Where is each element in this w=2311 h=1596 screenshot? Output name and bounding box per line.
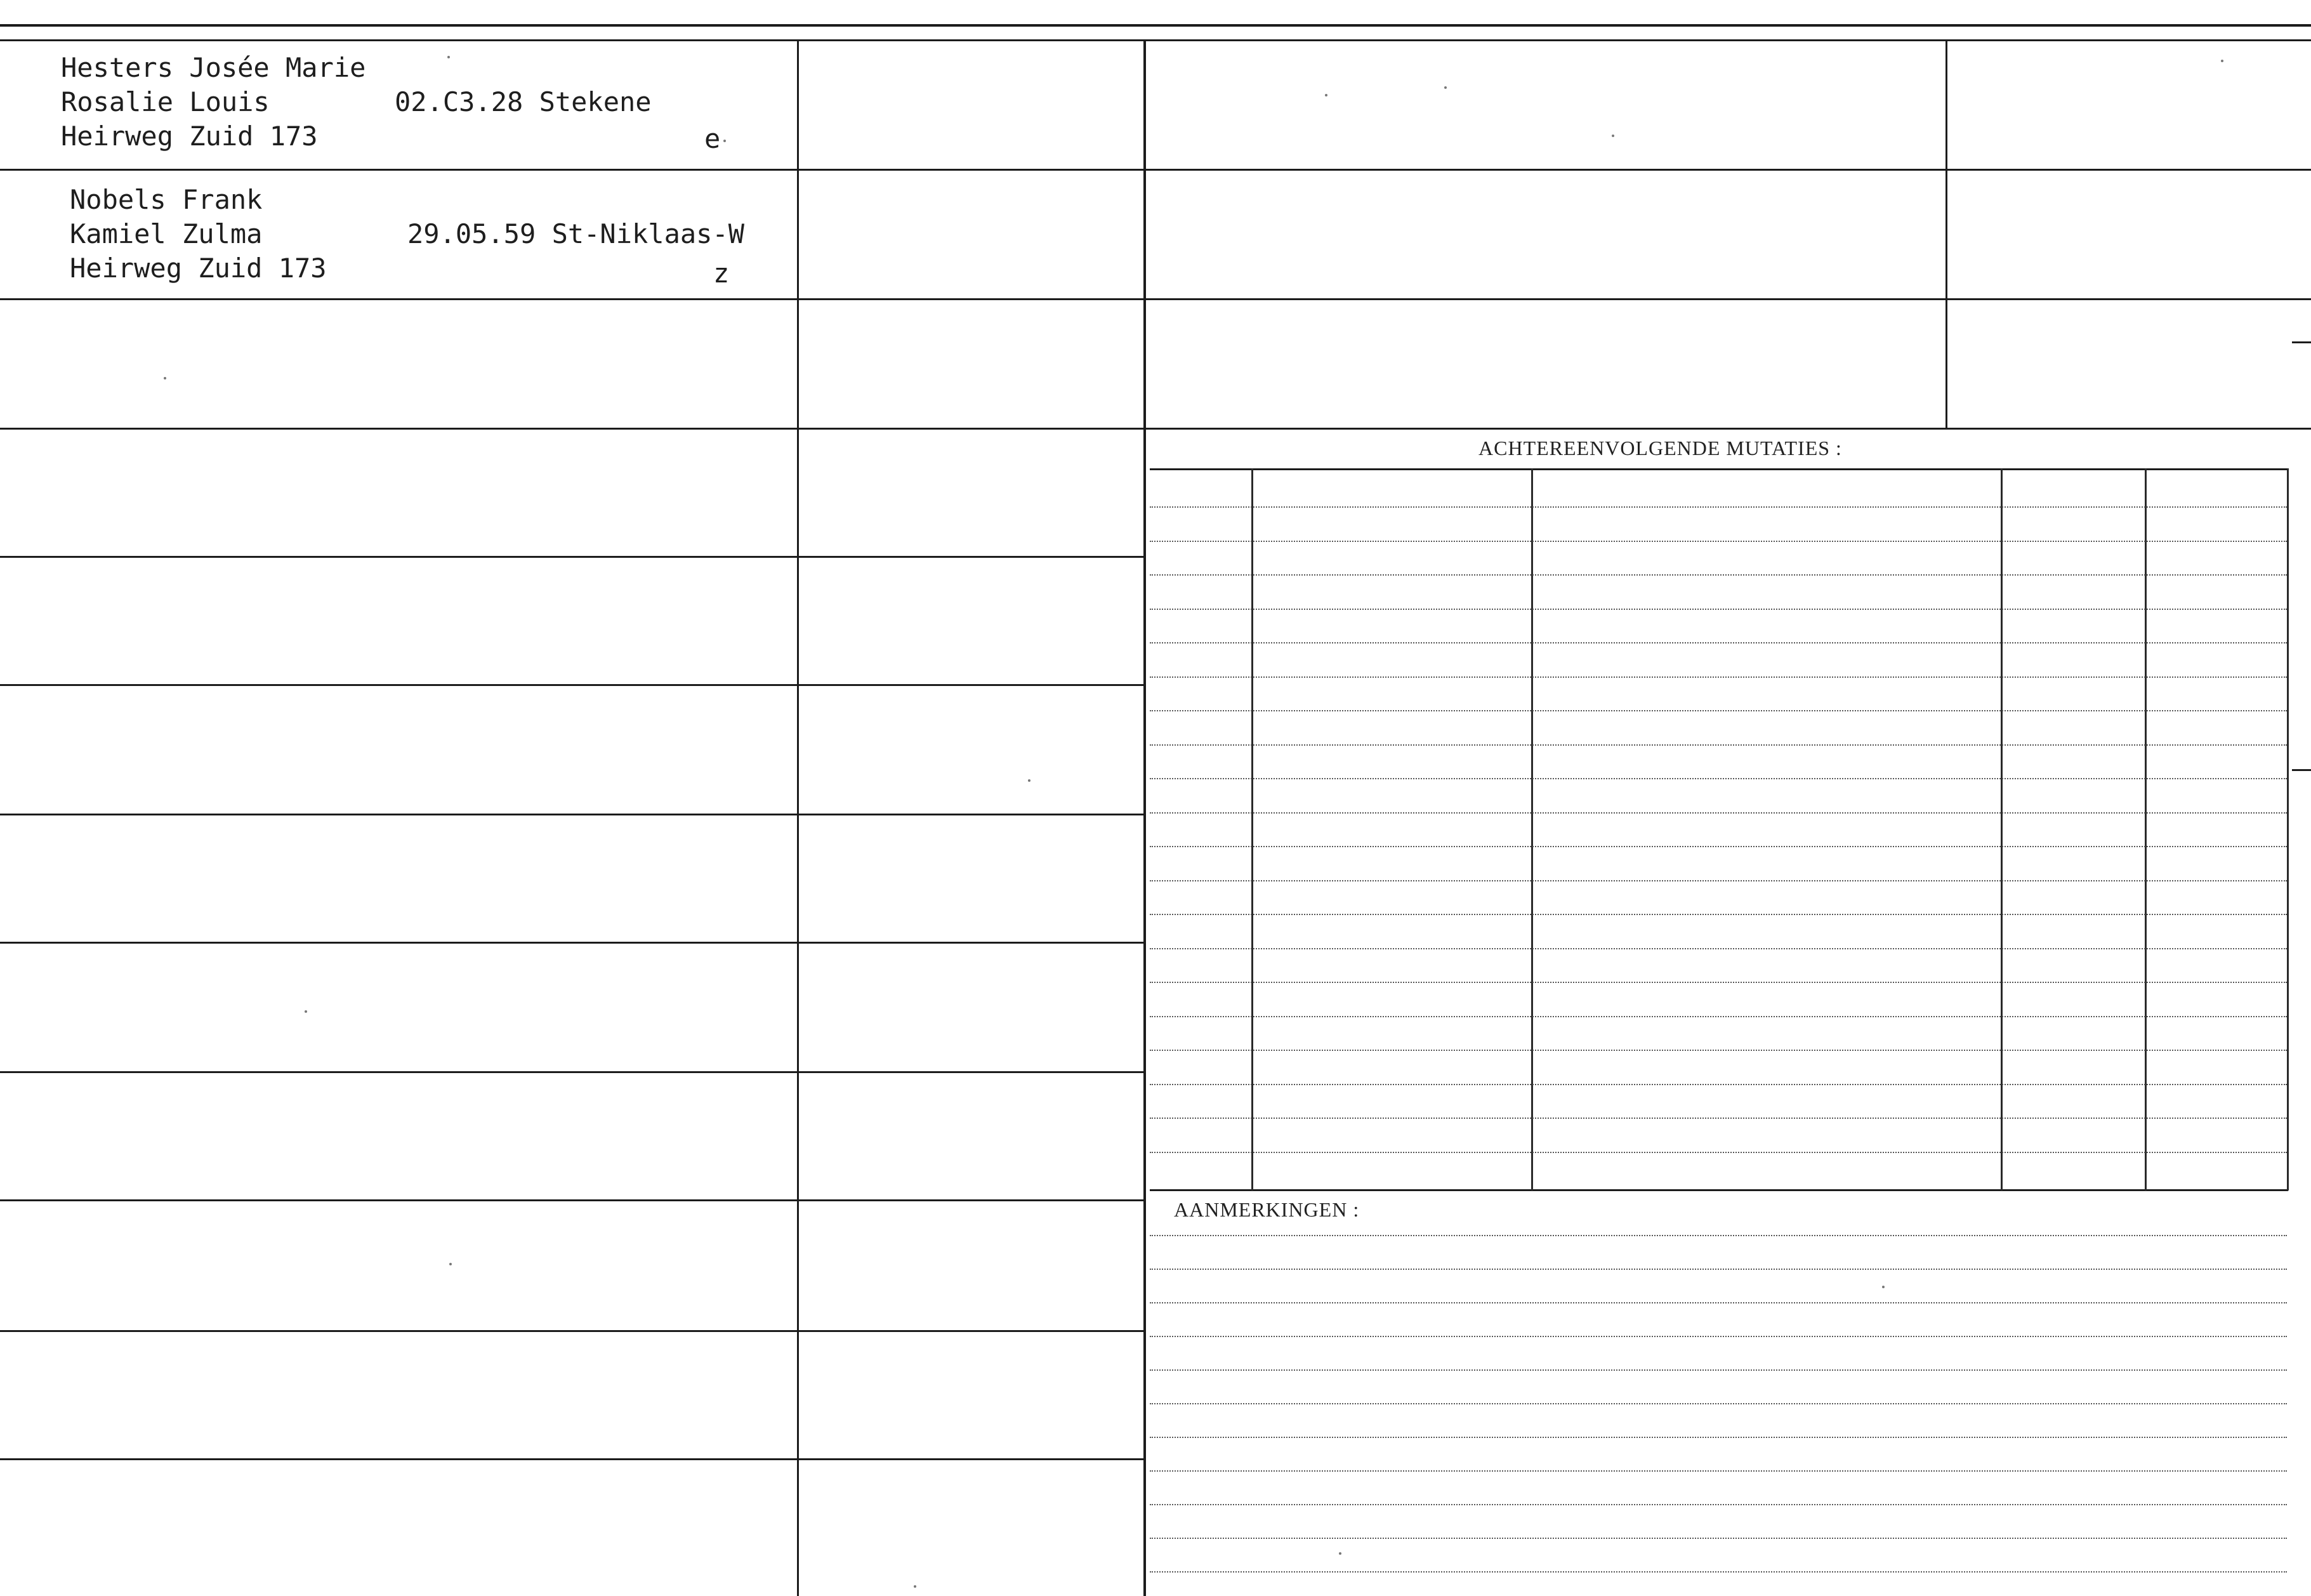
mutaties-bottom-line xyxy=(1150,1189,2288,1191)
mutaties-dotted-row xyxy=(1150,609,2287,610)
aanmerkingen-dotted-row xyxy=(1150,1302,2287,1303)
mutaties-dotted-row xyxy=(1150,506,2287,508)
register-row-line xyxy=(0,298,1143,300)
entry-name: Nobels Frank xyxy=(70,184,263,215)
aanmerkingen-dotted-row xyxy=(1150,1336,2287,1337)
entry-birth: 02.C3.28 Stekene xyxy=(395,86,652,117)
register-row-line xyxy=(0,1458,1143,1460)
mutaties-col-line xyxy=(2145,468,2147,1190)
mutaties-dotted-row xyxy=(1150,914,2287,915)
right-upper-divider xyxy=(1946,41,1947,428)
entry-parents: Rosalie Louis xyxy=(61,86,270,117)
scan-speck xyxy=(447,56,450,58)
mutaties-dotted-row xyxy=(1150,541,2287,542)
entry-parents: Kamiel Zulma xyxy=(70,218,263,249)
edge-tick xyxy=(2292,769,2311,771)
mutaties-dotted-row xyxy=(1150,1050,2287,1051)
right-upper-row-line xyxy=(1145,169,2311,171)
scan-speck xyxy=(723,140,726,142)
mutaties-dotted-row xyxy=(1150,642,2287,643)
aanmerkingen-dotted-row xyxy=(1150,1571,2287,1573)
scan-speck xyxy=(1339,1552,1341,1555)
mutaties-col-line xyxy=(1531,468,1533,1190)
register-row-line xyxy=(0,1199,1143,1201)
mutaties-dotted-row xyxy=(1150,880,2287,881)
mutaties-heading: ACHTEREENVOLGENDE MUTATIES : xyxy=(1478,437,1842,459)
left-column-divider xyxy=(797,41,799,1596)
scan-speck xyxy=(1444,86,1447,89)
mutaties-dotted-row xyxy=(1150,812,2287,814)
scan-speck xyxy=(1028,779,1030,782)
mutaties-col-line xyxy=(1251,468,1253,1190)
mutaties-dotted-row xyxy=(1150,778,2287,779)
aanmerkingen-dotted-row xyxy=(1150,1403,2287,1404)
mutaties-dotted-row xyxy=(1150,744,2287,746)
aanmerkingen-dotted-row xyxy=(1150,1504,2287,1505)
mutaties-dotted-row xyxy=(1150,574,2287,576)
aanmerkingen-heading: AANMERKINGEN : xyxy=(1174,1198,1360,1221)
register-entry xyxy=(61,183,791,297)
entry-name: Hesters Josée Marie xyxy=(61,52,366,83)
mutaties-dotted-row xyxy=(1150,948,2287,949)
scan-speck xyxy=(1882,1286,1885,1288)
register-row-line xyxy=(0,814,1143,815)
aanmerkingen-dotted-row xyxy=(1150,1369,2287,1371)
register-row-line xyxy=(0,1330,1143,1332)
register-row-line xyxy=(0,942,1143,944)
register-entry xyxy=(61,51,791,165)
aanmerkingen-dotted-row xyxy=(1150,1470,2287,1472)
mutaties-dotted-row xyxy=(1150,1118,2287,1119)
aanmerkingen-dotted-row xyxy=(1150,1269,2287,1270)
top-edge-line-2 xyxy=(0,39,2311,41)
scan-speck xyxy=(914,1585,916,1588)
mutaties-dotted-row xyxy=(1150,1152,2287,1153)
aanmerkingen-dotted-row xyxy=(1150,1235,2287,1236)
scan-speck xyxy=(449,1263,452,1265)
right-upper-row-line xyxy=(1145,428,2311,430)
scan-speck xyxy=(1612,135,1614,137)
top-edge-line xyxy=(0,24,2311,27)
right-upper-row-line xyxy=(1145,298,2311,300)
edge-tick xyxy=(2292,341,2311,343)
mutaties-top-line xyxy=(1150,468,2288,470)
scan-speck xyxy=(164,377,166,379)
scan-speck xyxy=(305,1010,307,1013)
mutaties-dotted-row xyxy=(1150,676,2287,678)
register-row-line xyxy=(0,556,1143,558)
register-row-line xyxy=(0,1071,1143,1073)
scan-speck xyxy=(1325,94,1327,96)
mutaties-dotted-row xyxy=(1150,1016,2287,1017)
entry-address: Heirweg Zuid 173 xyxy=(70,253,327,284)
register-row-line xyxy=(0,684,1143,686)
mutaties-dotted-row xyxy=(1150,982,2287,983)
register-row-line xyxy=(0,169,1143,171)
aanmerkingen-dotted-row xyxy=(1150,1538,2287,1539)
entry-address: Heirweg Zuid 173 xyxy=(61,121,318,152)
mutaties-col-line xyxy=(2287,468,2289,1190)
mutaties-dotted-row xyxy=(1150,1084,2287,1085)
scan-speck xyxy=(2221,60,2223,62)
mutaties-col-line xyxy=(2001,468,2003,1190)
entry-birth: 29.05.59 St-Niklaas-W xyxy=(407,218,745,249)
center-column-divider xyxy=(1143,41,1146,1596)
register-row-line xyxy=(0,428,1143,430)
aanmerkingen-dotted-row xyxy=(1150,1437,2287,1438)
entry-mark: e xyxy=(704,123,721,154)
entry-mark: z xyxy=(713,258,730,289)
mutaties-dotted-row xyxy=(1150,846,2287,847)
mutaties-dotted-row xyxy=(1150,710,2287,711)
